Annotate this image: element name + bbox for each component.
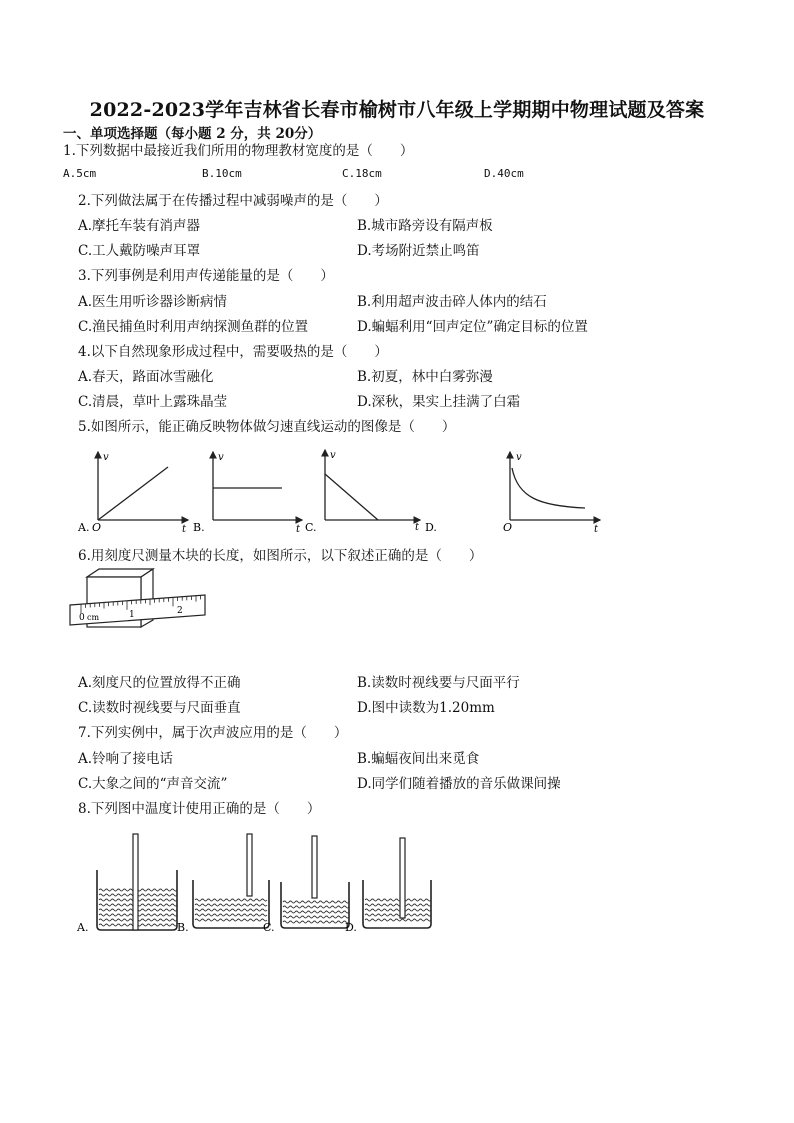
q8-option-a: A. xyxy=(77,921,89,934)
page-title: 2022-2023学年吉林省长春市榆树市八年级上学期期中物理试题及答案 xyxy=(89,99,705,121)
q4-option-d[interactable]: D.深秋，果实上挂满了白霜 xyxy=(357,394,521,410)
q7-option-c[interactable]: C.大象之间的“声音交流” xyxy=(78,776,228,792)
question-6-stem: 6.用刻度尺测量木块的长度，如图所示，以下叙述正确的是（ ） xyxy=(78,548,483,564)
section-heading: 一、单项选择题（每小题 2 分，共 20分） xyxy=(63,126,322,142)
q6-ruler-figure xyxy=(65,565,210,640)
q2-option-c[interactable]: C.工人戴防噪声耳罩 xyxy=(78,243,201,259)
q5-option-a: A. xyxy=(78,521,90,534)
q5-graphs xyxy=(70,440,630,535)
q1-option-c[interactable]: C.18cm xyxy=(342,167,382,180)
q8-thermometer-figures xyxy=(75,828,440,938)
q5-graph-c[interactable] xyxy=(305,450,420,534)
q4-option-a[interactable]: A.春天，路面冰雪融化 xyxy=(78,369,214,385)
question-8-stem: 8.下列图中温度计使用正确的是（ ） xyxy=(78,801,321,817)
q5a-axis-x: t xyxy=(182,524,187,535)
q8-option-b: B. xyxy=(177,921,189,934)
q6-option-c[interactable]: C.读数时视线要与尺面垂直 xyxy=(78,700,241,716)
q8-option-c: C. xyxy=(263,921,275,934)
ruler-label-2: 2 xyxy=(177,606,183,616)
q5c-axis-y: v xyxy=(330,450,336,461)
q5-option-c: C. xyxy=(305,521,317,534)
question-5-stem: 5.如图所示，能正确反映物体做匀速直线运动的图像是（ ） xyxy=(78,419,456,435)
q8-beaker-d[interactable] xyxy=(345,838,431,934)
q2-option-a[interactable]: A.摩托车装有消声器 xyxy=(78,218,201,234)
question-2-stem: 2.下列做法属于在传播过程中减弱噪声的是（ ） xyxy=(78,193,388,209)
q7-option-d[interactable]: D.同学们随着播放的音乐做课间操 xyxy=(357,776,561,792)
q6-option-b[interactable]: B.读数时视线要与尺面平行 xyxy=(357,675,520,691)
q1-option-d[interactable]: D.40cm xyxy=(484,167,524,180)
ruler-label-1: 1 xyxy=(129,610,135,620)
ruler-label-0: 0 xyxy=(79,613,85,623)
q5-option-d: D. xyxy=(425,521,437,534)
q5a-origin: O xyxy=(92,521,102,534)
q7-option-a[interactable]: A.铃响了接电话 xyxy=(78,751,174,767)
q4-option-b[interactable]: B.初夏，林中白雾弥漫 xyxy=(357,369,493,385)
question-4-stem: 4.以下自然现象形成过程中，需要吸热的是（ ） xyxy=(78,344,388,360)
q6-option-a[interactable]: A.刻度尺的位置放得不正确 xyxy=(78,675,241,691)
q5-option-b: B. xyxy=(193,521,205,534)
q3-option-a[interactable]: A.医生用听诊器诊断病情 xyxy=(78,294,228,310)
q8-beaker-c[interactable] xyxy=(263,836,349,934)
q6-option-d[interactable]: D.图中读数为1.20mm xyxy=(357,700,495,716)
ruler-label-cm: cm xyxy=(87,613,100,622)
q5d-axis-y: v xyxy=(516,452,522,463)
q5d-origin: O xyxy=(503,521,513,534)
q2-option-b[interactable]: B.城市路旁设有隔声板 xyxy=(357,218,493,234)
question-3-stem: 3.下列事例是利用声传递能量的是（ ） xyxy=(78,268,334,284)
q1-option-a[interactable]: A.5cm xyxy=(63,167,97,180)
q8-beaker-a[interactable] xyxy=(76,834,177,934)
q3-option-d[interactable]: D.蝙蝠利用“回声定位”确定目标的位置 xyxy=(357,319,588,335)
q8-beaker-b[interactable] xyxy=(177,834,269,934)
q5b-axis-y: v xyxy=(218,452,224,463)
question-7-stem: 7.下列实例中，属于次声波应用的是（ ） xyxy=(78,725,348,741)
q5-graph-b[interactable] xyxy=(193,452,302,535)
q5-graph-a[interactable] xyxy=(77,452,188,535)
q5a-axis-y: v xyxy=(103,452,109,463)
q5b-axis-x: t xyxy=(296,524,301,535)
q5-graph-d[interactable] xyxy=(425,452,600,535)
q5d-axis-x: t xyxy=(594,524,599,535)
q7-option-b[interactable]: B.蝙蝠夜间出来觅食 xyxy=(357,751,480,767)
q3-option-b[interactable]: B.利用超声波击碎人体内的结石 xyxy=(357,294,547,310)
q8-option-d: D. xyxy=(345,921,357,934)
q5c-axis-x: t xyxy=(415,522,420,533)
q1-option-b[interactable]: B.10cm xyxy=(202,167,242,180)
q3-option-c[interactable]: C.渔民捕鱼时利用声纳探测鱼群的位置 xyxy=(78,319,309,335)
q2-option-d[interactable]: D.考场附近禁止鸣笛 xyxy=(357,243,480,259)
q4-option-c[interactable]: C.清晨，草叶上露珠晶莹 xyxy=(78,394,228,410)
question-1-stem: 1.下列数据中最接近我们所用的物理教材宽度的是（ ） xyxy=(63,143,414,159)
